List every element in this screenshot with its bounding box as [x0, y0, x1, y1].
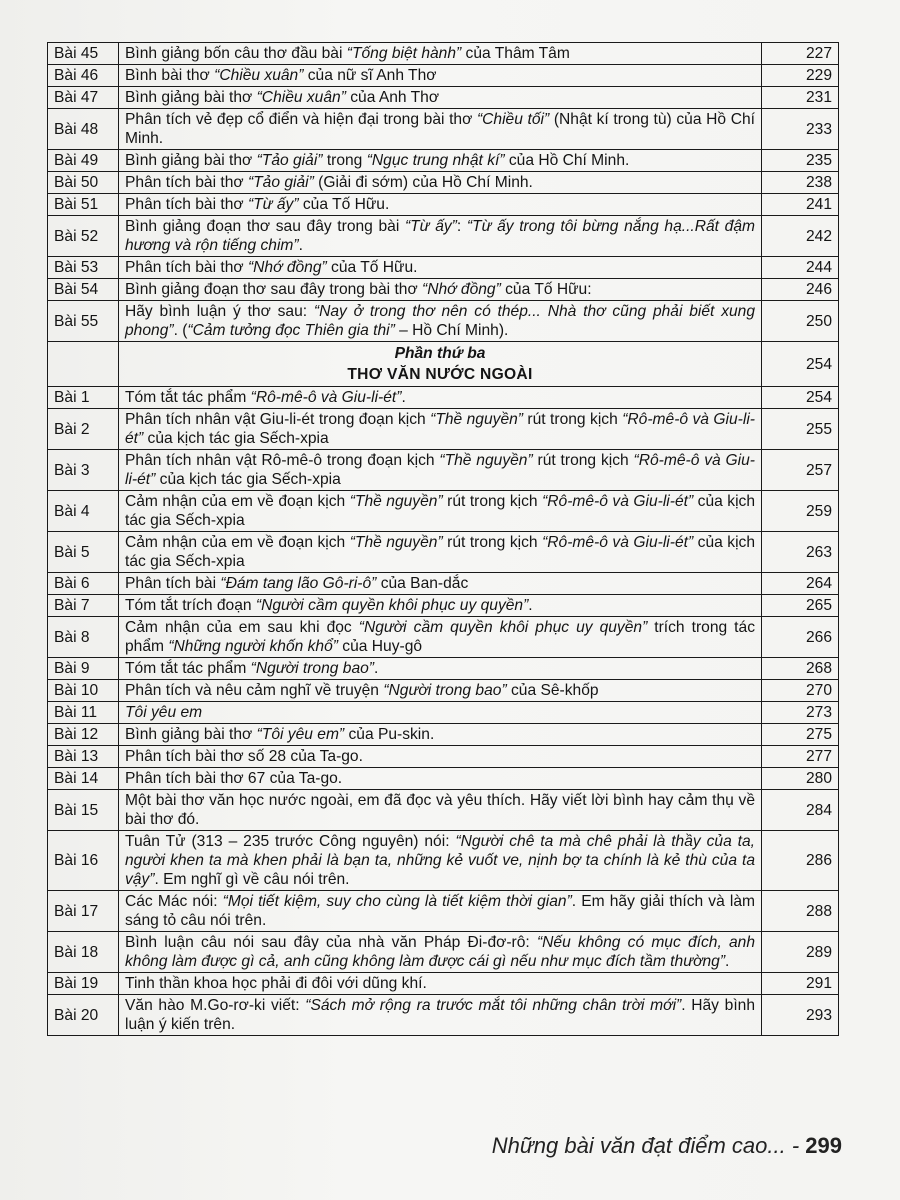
table-row	[48, 65, 839, 87]
lesson-title: Cảm nhận của em về đoạn kịch “Thề nguyền” rút trong kịch “Rô-mê-ô và Giu-li-ét” của kịch tác gia Sếch-xpia	[119, 491, 762, 532]
lesson-number: Bài 15	[48, 790, 119, 831]
page-number: 277	[762, 746, 839, 768]
page-number: 257	[762, 450, 839, 491]
quoted-work-title: “Thề nguyền”	[430, 411, 523, 428]
lesson-number: Bài 45	[48, 43, 119, 65]
quoted-work-title: “Từ ấy”	[247, 196, 299, 213]
lesson-number: Bài 7	[48, 595, 119, 617]
page-number: 293	[762, 995, 839, 1036]
table-row	[48, 387, 839, 409]
footer-page-number: 299	[805, 1133, 842, 1158]
lesson-title: Tuân Tử (313 – 235 trước Công nguyên) nói: “Người chê ta mà chê phải là thầy của ta, người khen ta mà khen phải là bạn ta, những kẻ vuốt ve, nịnh bợ ta chính là kẻ thù của ta vậy”. Em nghĩ gì về câu nói trên.	[119, 831, 762, 891]
lesson-title: Hãy bình luận ý thơ sau: “Nay ở trong thơ nên có thép... Nhà thơ cũng phải biết xung phong”. (“Cảm tưởng đọc Thiên gia thi” – Hồ Chí Minh).	[119, 301, 762, 342]
table-row	[48, 150, 839, 172]
page-number: 275	[762, 724, 839, 746]
quoted-work-title: “Người trong bao”	[383, 682, 507, 699]
lesson-number: Bài 10	[48, 680, 119, 702]
page-number: 242	[762, 216, 839, 257]
table-row	[48, 109, 839, 150]
page-number: 231	[762, 87, 839, 109]
lesson-number: Bài 54	[48, 279, 119, 301]
lesson-title: Tóm tắt tác phẩm “Người trong bao”.	[119, 658, 762, 680]
table-row	[48, 491, 839, 532]
table-row	[48, 216, 839, 257]
table-row	[48, 172, 839, 194]
table-row	[48, 658, 839, 680]
lesson-number: Bài 55	[48, 301, 119, 342]
lesson-title: Bình giảng đoạn thơ sau đây trong bài “Từ ấy”: “Từ ấy trong tôi bừng nắng hạ...Rất đậm hương và rộn tiếng chim”.	[119, 216, 762, 257]
lesson-number: Bài 17	[48, 891, 119, 932]
quoted-work-title: “Rô-mê-ô và Giu-li-ét”	[250, 389, 402, 406]
page-number: 235	[762, 150, 839, 172]
lesson-number: Bài 4	[48, 491, 119, 532]
lesson-title: Phân tích vẻ đẹp cổ điển và hiện đại trong bài thơ “Chiều tối” (Nhật kí trong tù) của Hồ Chí Minh.	[119, 109, 762, 150]
page-number: 270	[762, 680, 839, 702]
page-number: 268	[762, 658, 839, 680]
table-row	[48, 995, 839, 1036]
quoted-work-title: “Tảo giải”	[256, 152, 323, 169]
quoted-work-title: “Ngục trung nhật kí”	[366, 152, 505, 169]
lesson-title: Bình giảng bài thơ “Tôi yêu em” của Pu-skin.	[119, 724, 762, 746]
page-number: 263	[762, 532, 839, 573]
quoted-work-title: “Từ ấy trong tôi bừng nắng hạ...Rất đậm hương và rộn tiếng chim”	[125, 218, 755, 254]
page-number: 288	[762, 891, 839, 932]
quoted-work-title: “Rô-mê-ô và Giu-li-ét”	[542, 493, 694, 510]
quoted-work-title: Tôi yêu em	[125, 704, 203, 721]
table-row	[48, 891, 839, 932]
page-number: 265	[762, 595, 839, 617]
quoted-work-title: “Thề nguyền”	[439, 452, 533, 469]
lesson-number: Bài 8	[48, 617, 119, 658]
page-number: 227	[762, 43, 839, 65]
lesson-title	[119, 702, 762, 724]
lesson-number: Bài 1	[48, 387, 119, 409]
lesson-title: Tóm tắt trích đoạn “Người cầm quyền khôi phục uy quyền”.	[119, 595, 762, 617]
page-number: 266	[762, 617, 839, 658]
page-number: 233	[762, 109, 839, 150]
lesson-title: Bình giảng bài thơ “Chiều xuân” của Anh Thơ	[119, 87, 762, 109]
lesson-title: Phân tích bài thơ “Từ ấy” của Tố Hữu.	[119, 194, 762, 216]
lesson-number: Bài 9	[48, 658, 119, 680]
lesson-title: Cảm nhận của em về đoạn kịch “Thề nguyền” rút trong kịch “Rô-mê-ô và Giu-li-ét” của kịch tác gia Sếch-xpia	[119, 532, 762, 573]
quoted-work-title: “Người chê ta mà chê phải là thầy của ta, người khen ta mà khen phải là bạn ta, những kẻ vuốt ve, nịnh bợ ta chính là kẻ thù của ta vậy”	[125, 833, 755, 888]
lesson-title: Văn hào M.Go-rơ-ki viết: “Sách mở rộng ra trước mắt tôi những chân trời mới”. Hãy bình luận ý kiến trên.	[119, 995, 762, 1036]
lesson-number: Bài 51	[48, 194, 119, 216]
lesson-title: Một bài thơ văn học nước ngoài, em đã đọc và yêu thích. Hãy viết lời bình hay cảm thụ về bài thơ đó.	[119, 790, 762, 831]
table-row	[48, 87, 839, 109]
page-number: 286	[762, 831, 839, 891]
quoted-work-title: “Chiều xuân”	[256, 89, 346, 106]
lesson-title: Phân tích bài thơ 67 của Ta-go.	[119, 768, 762, 790]
lesson-title: Phân tích bài thơ “Tảo giải” (Giải đi sớm) của Hồ Chí Minh.	[119, 172, 762, 194]
table-row	[48, 532, 839, 573]
quoted-work-title: “Nhớ đồng”	[247, 259, 327, 276]
quoted-work-title: “Cảm tưởng đọc Thiên gia thi”	[187, 322, 395, 339]
page-number: 284	[762, 790, 839, 831]
lesson-number: Bài 2	[48, 409, 119, 450]
lesson-number: Bài 12	[48, 724, 119, 746]
lesson-number: Bài 16	[48, 831, 119, 891]
lesson-title: Phân tích bài thơ số 28 của Ta-go.	[119, 746, 762, 768]
lesson-number: Bài 3	[48, 450, 119, 491]
lesson-number: Bài 13	[48, 746, 119, 768]
quoted-work-title: “Thề nguyền”	[349, 493, 443, 510]
page-number: 254	[762, 342, 839, 387]
table-row	[48, 301, 839, 342]
lesson-number: Bài 46	[48, 65, 119, 87]
table-row	[48, 724, 839, 746]
quoted-work-title: “Thề nguyền”	[349, 534, 443, 551]
lesson-title: Tinh thần khoa học phải đi đôi với dũng khí.	[119, 973, 762, 995]
quoted-work-title: “Rô-mê-ô và Giu-li-ét”	[542, 534, 694, 551]
quoted-work-title: “Tống biệt hành”	[346, 45, 462, 62]
lesson-number: Bài 18	[48, 932, 119, 973]
quoted-work-title: “Người trong bao”	[250, 660, 374, 677]
table-row	[48, 409, 839, 450]
page-number: 264	[762, 573, 839, 595]
lesson-number: Bài 14	[48, 768, 119, 790]
lesson-title: Bình giảng bốn câu thơ đầu bài “Tống biệt hành” của Thâm Tâm	[119, 43, 762, 65]
lesson-title: Cảm nhận của em sau khi đọc “Người cầm quyền khôi phục uy quyền” trích trong tác phẩm “Những người khốn khổ” của Huy-gô	[119, 617, 762, 658]
section-row	[48, 342, 839, 387]
page-number: 273	[762, 702, 839, 724]
lesson-number: Bài 6	[48, 573, 119, 595]
quoted-work-title: “Nếu không có mục đích, anh không làm được gì cả, anh cũng không làm được cái gì nếu như mục đích tầm thường”	[125, 934, 755, 970]
page-number: 291	[762, 973, 839, 995]
table-row	[48, 43, 839, 65]
quoted-work-title: “Sách mở rộng ra trước mắt tôi những chân trời mới”	[305, 997, 682, 1014]
lesson-number: Bài 20	[48, 995, 119, 1036]
page-number: 255	[762, 409, 839, 450]
lesson-title: Các Mác nói: “Mọi tiết kiệm, suy cho cùng là tiết kiệm thời gian”. Em hãy giải thích và làm sáng tỏ câu nói trên.	[119, 891, 762, 932]
page-number: 238	[762, 172, 839, 194]
quoted-work-title: “Nay ở trong thơ nên có thép... Nhà thơ cũng phải biết xung phong”	[125, 303, 756, 339]
quoted-work-title: “Nhớ đồng”	[422, 281, 501, 298]
table-row	[48, 746, 839, 768]
toc-body	[48, 43, 839, 1036]
quoted-work-title: “Người cầm quyền khôi phục uy quyền”	[358, 619, 648, 636]
quoted-work-title: “Rô-mê-ô và Giu-li-ét”	[125, 411, 755, 447]
table-row	[48, 702, 839, 724]
footer-book-title: Những bài văn đạt điểm cao... -	[491, 1133, 806, 1158]
table-of-contents	[47, 42, 839, 1036]
lesson-title: Phân tích bài “Đám tang lão Gô-ri-ô” của Ban-dắc	[119, 573, 762, 595]
lesson-title: Tóm tắt tác phẩm “Rô-mê-ô và Giu-li-ét”.	[119, 387, 762, 409]
page-number: 259	[762, 491, 839, 532]
table-row	[48, 194, 839, 216]
table-row	[48, 595, 839, 617]
page-number: 280	[762, 768, 839, 790]
table-row	[48, 973, 839, 995]
table-row	[48, 768, 839, 790]
lesson-title: Bình giảng đoạn thơ sau đây trong bài thơ “Nhớ đồng” của Tố Hữu:	[119, 279, 762, 301]
quoted-work-title: “Người cầm quyền khôi phục uy quyền”	[255, 597, 529, 614]
lesson-number: Bài 50	[48, 172, 119, 194]
quoted-work-title: “Rô-mê-ô và Giu-li-ét”	[125, 452, 755, 488]
lesson-number: Bài 47	[48, 87, 119, 109]
table-row	[48, 450, 839, 491]
lesson-number: Bài 52	[48, 216, 119, 257]
quoted-work-title: “Chiều tối”	[476, 111, 550, 128]
quoted-work-title: “Đám tang lão Gô-ri-ô”	[220, 575, 377, 592]
lesson-title: Phân tích nhân vật Giu-li-ét trong đoạn kịch “Thề nguyền” rút trong kịch “Rô-mê-ô và Giu-li-ét” của kịch tác gia Sếch-xpia	[119, 409, 762, 450]
lesson-number: Bài 11	[48, 702, 119, 724]
lesson-number: Bài 5	[48, 532, 119, 573]
page-number: 289	[762, 932, 839, 973]
table-row	[48, 790, 839, 831]
quoted-work-title: “Mọi tiết kiệm, suy cho cùng là tiết kiệm thời gian”	[222, 893, 572, 910]
quoted-work-title: “Tôi yêu em”	[256, 726, 345, 743]
lesson-number: Bài 49	[48, 150, 119, 172]
lesson-number: Bài 48	[48, 109, 119, 150]
lesson-title: Bình giảng bài thơ “Tảo giải” trong “Ngục trung nhật kí” của Hồ Chí Minh.	[119, 150, 762, 172]
section-title: THƠ VĂN NƯỚC NGOÀI	[347, 366, 533, 383]
section-heading	[119, 342, 762, 387]
lesson-title: Bình luận câu nói sau đây của nhà văn Pháp Đi-đơ-rô: “Nếu không có mục đích, anh không làm được gì cả, anh cũng không làm được cái gì nếu như mục đích tầm thường”.	[119, 932, 762, 973]
lesson-title: Phân tích bài thơ “Nhớ đồng” của Tố Hữu.	[119, 257, 762, 279]
table-row	[48, 617, 839, 658]
lesson-title: Phân tích nhân vật Rô-mê-ô trong đoạn kịch “Thề nguyền” rút trong kịch “Rô-mê-ô và Giu-li-ét” của kịch tác gia Sếch-xpia	[119, 450, 762, 491]
page-number: 229	[762, 65, 839, 87]
lesson-number: Bài 19	[48, 973, 119, 995]
table-row	[48, 257, 839, 279]
page-number: 244	[762, 257, 839, 279]
lesson-title: Bình bài thơ “Chiều xuân” của nữ sĩ Anh Thơ	[119, 65, 762, 87]
quoted-work-title: “Những người khốn khổ”	[168, 638, 338, 655]
page-number: 250	[762, 301, 839, 342]
page-number: 254	[762, 387, 839, 409]
lesson-number: Bài 53	[48, 257, 119, 279]
page-footer	[492, 1133, 842, 1159]
page-number: 246	[762, 279, 839, 301]
table-row	[48, 279, 839, 301]
lesson-title: Phân tích và nêu cảm nghĩ về truyện “Người trong bao” của Sê-khốp	[119, 680, 762, 702]
quoted-work-title: “Chiều xuân”	[214, 67, 304, 84]
quoted-work-title: “Tảo giải”	[247, 174, 314, 191]
table-row	[48, 680, 839, 702]
table-row	[48, 573, 839, 595]
page-number: 241	[762, 194, 839, 216]
table-row	[48, 831, 839, 891]
quoted-work-title: “Từ ấy”	[404, 218, 457, 235]
table-row	[48, 932, 839, 973]
section-part-label: Phần thứ ba	[394, 345, 486, 362]
lesson-number	[48, 342, 119, 387]
